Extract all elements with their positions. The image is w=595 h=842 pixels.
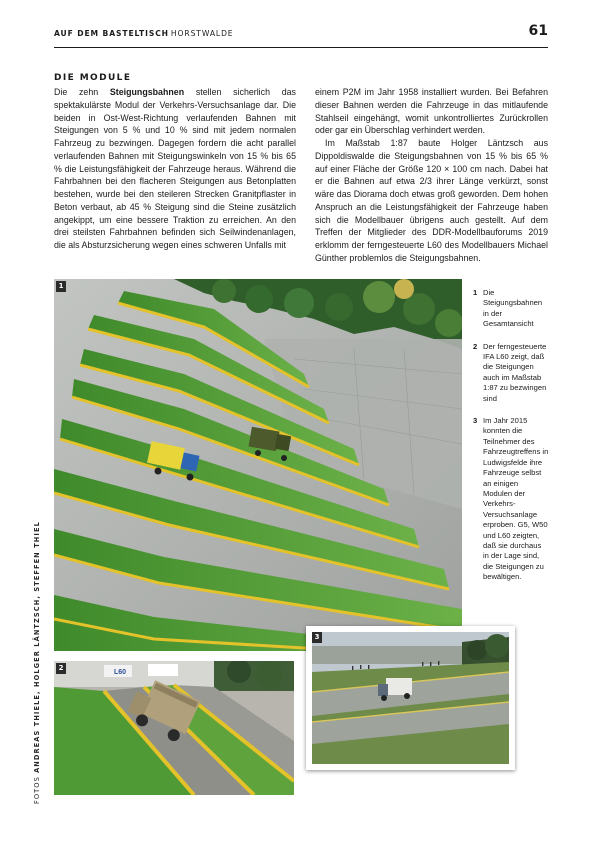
header-rule	[54, 47, 548, 48]
caption-number: 2	[473, 341, 478, 351]
body-column-right	[315, 86, 548, 265]
running-header	[54, 22, 548, 44]
photo-3-badge: 3	[312, 632, 322, 643]
caption-2	[473, 342, 549, 404]
field-test-illustration	[312, 632, 509, 764]
diorama-illustration	[54, 279, 462, 651]
caption-text: Im Jahr 2015 konnten die Teilnehmer des Fahrzeugtreffens in Ludwigsfelde ihre Fahrzeuge selbst an einigen Modulen der Verkehrs-Versuchsanlage erproben. G5, W50 und L60 zeigten, daß sie durchaus in der Lage sind, die Steigungen zu bewältigen.	[483, 416, 549, 582]
section-name: AUF DEM BASTELTISCH	[54, 29, 169, 38]
photo-credit	[33, 521, 41, 804]
caption-number: 1	[473, 288, 478, 297]
p1-text-left: stellen sicherlich das spektakulärste Modul der Verkehrs-Versuchsanlage dar. Die beiden in Ost-West-Richtung verlaufenden Bahnen mit Steigungen von 5 % und 10 % sind mit jedem normalen Fahrzeug zu bezwingen. Dagegen fordern die acht parallel verlaufenden Bahnen mit Steigungswinkeln von 15 % bis 65 % die Leistungsfähigkeit der Fahrzeuge heraus. Während die Fahrbahnen bei den flacheren Steigungen aus Betonplatten bestehen, wurde bei den steileren Strecken Granitpflaster in Beton verbaut, ab 45 % Steigung sind die Steine zusätzlich angekippt, um eine bessere Traktion zu erreichen. An den drei steilsten Fahrbahnen befinden sich Seilwindenanlagen, die als Absturzsicherung wegen eines schweren Unfalls mit	[54, 87, 296, 250]
caption-text: Der ferngesteuerte IFA L60 zeigt, daß die Steigungen auch im Maßstab 1:87 zu bezwingen sind	[483, 341, 547, 403]
p1-lead: Die zehn	[54, 87, 110, 97]
p1-bold-term: Steigungsbahnen	[109, 87, 185, 97]
paragraph-1-cont	[315, 86, 548, 137]
credit-label: FOTOS	[33, 776, 41, 804]
photo-2-badge: 2	[56, 663, 66, 674]
caption-number: 3	[473, 416, 478, 426]
caption-3	[473, 416, 549, 583]
ramp-illustration	[54, 661, 294, 795]
photo-1-diorama	[54, 279, 462, 651]
paragraph-1	[54, 86, 296, 252]
caption-1	[473, 288, 549, 330]
photo-2-truck-ramp	[54, 661, 294, 795]
body-column-left	[54, 86, 296, 252]
captions	[473, 288, 549, 595]
credit-names: ANDREAS THIELE, HOLGER LÄNTZSCH, STEFFEN THIEL	[33, 521, 41, 773]
photo-3-real-test	[312, 632, 509, 764]
section-sub: HORSTWALDE	[170, 29, 234, 38]
paragraph-2: Im Maßstab 1:87 baute Holger Läntzsch aus Dippoldiswalde die Steigungsbahnen von 15 % bis 65 % auf einer Fläche der Größe 120 × 100 cm nach. Dabei hat er die Bahnen auf etwa 2/3 ihrer Länge verkürzt, sonst wäre das Diorama doch etwas groß geworden. Dem hohen Anspruch an die Leistungsfähigkeit der Fahrzeuge haben sich die Modellbauer übrigens auch gestellt. Auf dem Treffen der Mitglieder des DDR-Modellbauforums 2019 erklomm der ferngesteuerte L60 des Modellbauers Michael Günther problemlos die Steigungsbahnen.	[315, 138, 548, 263]
photo-1-badge: 1	[56, 281, 66, 292]
caption-text: Die Steigungsbahnen in der Gesamtansicht	[483, 288, 543, 329]
photo-3-frame	[306, 626, 515, 770]
section-heading: DIE MODULE	[54, 73, 132, 83]
page-number: 61	[528, 23, 548, 39]
l60-sign-text: L60	[114, 669, 127, 676]
running-title	[54, 29, 234, 38]
p1-text-right: einem P2M im Jahr 1958 installiert wurden. Bei Befahren dieser Bahnen werden die Fahrzeuge in das mitlaufende Stahlseil eingehängt, womit unkontrolliertes Zurückrollen oder gar ein Überschlag verhindert werden.	[315, 87, 548, 136]
